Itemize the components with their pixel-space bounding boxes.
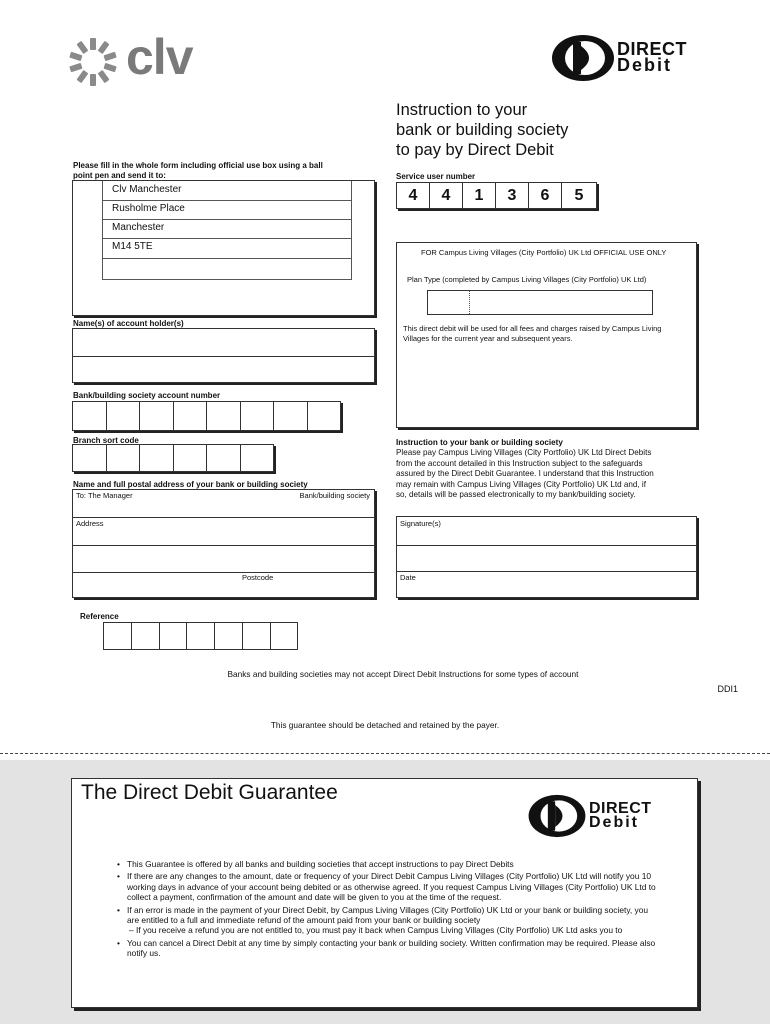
- guarantee-logo-line2: Debit: [589, 814, 639, 831]
- date-label: Date: [400, 573, 416, 582]
- bank-address-label: Name and full postal address of your bank or building society: [73, 480, 308, 489]
- account-number-label: Bank/building society account number: [73, 391, 221, 400]
- form-code: DDI1: [717, 684, 738, 694]
- reference-label: Reference: [80, 612, 119, 621]
- instruction-line5: so, details will be passed electronically to my bank/building society.: [396, 490, 636, 500]
- plan-type-field[interactable]: [427, 290, 653, 315]
- guarantee-direct-debit-mark-icon: [527, 794, 587, 838]
- guarantee-sub-bullet: – If you receive a refund you are not entitled to, you must pay it back when Campus Living Villages (City Portfolio) UK Ltd asks you to: [129, 925, 623, 936]
- account-holders-label: Name(s) of account holder(s): [73, 319, 184, 328]
- instruction-line4: may remain with Campus Living Villages (City Portfolio) UK Ltd and, if: [396, 479, 646, 489]
- account-holders-field[interactable]: [72, 328, 375, 383]
- instruction-section: [396, 438, 696, 500]
- direct-debit-logo: [551, 34, 701, 82]
- instruction-title: Instruction to your bank or building society: [396, 438, 563, 447]
- guarantee-logo-line1: DIRECT: [589, 800, 652, 817]
- banks-note: Banks and building societies may not accept Direct Debit Instructions for some types of account: [227, 669, 579, 679]
- heading-line1: Instruction to your: [396, 101, 528, 119]
- clv-logo: [66, 29, 206, 88]
- signature-field[interactable]: [397, 517, 696, 545]
- service-user-digit-4: 3: [496, 183, 529, 208]
- instruction-line2: from the account detailed in this Instruction subject to the safeguards: [396, 458, 643, 468]
- instruction-line1: Please pay Campus Living Villages (City Portfolio) UK Ltd Direct Debits: [396, 448, 652, 458]
- guarantee-list: [117, 859, 657, 961]
- instruction-line3: assured by the Direct Debit Guarantee. I understand that this Instruction: [396, 469, 654, 479]
- reference-field[interactable]: [103, 622, 298, 650]
- postcode-label: Postcode: [242, 573, 274, 582]
- official-use-box: [396, 242, 697, 428]
- direct-debit-logo-line1: DIRECT: [617, 39, 687, 59]
- guarantee-bullet-4: • You can cancel a Direct Debit at any time by simply contacting your bank or building society. Written confirmation may be required. Please also notify us.: [117, 938, 657, 959]
- send-to-address-line4: M14 5TE: [112, 241, 153, 252]
- to-manager-label: To: The Manager: [76, 491, 133, 500]
- service-user-digit-3: 1: [463, 183, 496, 208]
- guarantee-box: [71, 778, 698, 1008]
- send-to-address-line3: Manchester: [112, 222, 165, 233]
- page-heading: [396, 100, 568, 160]
- official-use-title: FOR Campus Living Villages (City Portfolio) UK Ltd OFFICIAL USE ONLY: [421, 248, 667, 257]
- sort-code-field[interactable]: [72, 444, 274, 472]
- bank-address-field[interactable]: [72, 489, 375, 598]
- send-to-label: Please fill in the whole form including official use box using a ball point pen and send it to:: [73, 161, 323, 180]
- heading-line3: to pay by Direct Debit: [396, 141, 554, 159]
- signature-label: Signature(s): [400, 519, 441, 528]
- clv-logo-text: clv: [126, 29, 193, 85]
- direct-debit-mark-icon: [551, 34, 615, 82]
- signature-date-box: [396, 516, 697, 598]
- clv-starburst-icon: [66, 36, 120, 88]
- sort-code-label: Branch sort code: [73, 436, 139, 445]
- address-label: Address: [76, 519, 104, 528]
- service-user-number: [396, 182, 597, 209]
- service-user-digit-1: 4: [397, 183, 430, 208]
- guarantee-direct-debit-logo: [527, 794, 677, 838]
- service-user-label: Service user number: [396, 172, 476, 181]
- guarantee-bullet-1: • This Guarantee is offered by all banks and building societies that accept instructions to pay Direct Debits: [117, 859, 657, 869]
- guarantee-bullet-2: • If there are any changes to the amount, date or frequency of your Direct Debit Campus Living Villages (City Portfolio) UK Ltd will notify you 10 working days in advance of your account being debited or as otherwise agreed. If you request Campus Living Villages (City Portfolio) UK Ltd to collect a payment, confirmation of the amount and date will be given to you at the time of the request.: [117, 871, 657, 902]
- guarantee-bullet-3: • If an error is made in the payment of your Direct Debit, by Campus Living Villages (City Portfolio) UK Ltd or your bank or building society, you are entitled to a full and immediate refund of the amount paid from your bank or building society – If you receive a refund you are not entitled to, you must pay it back when Campus Living Villages (City Portfolio) UK Ltd asks you to: [117, 905, 657, 936]
- service-user-digit-5: 6: [529, 183, 562, 208]
- bank-society-label: Bank/building society: [299, 491, 370, 500]
- official-use-note: This direct debit will be used for all fees and charges raised by Campus Living Villages for the current year and subsequent years.: [403, 324, 662, 343]
- date-field[interactable]: [397, 572, 696, 598]
- account-number-field[interactable]: [72, 401, 341, 431]
- send-to-address-inner: [102, 181, 352, 280]
- send-to-address-line2: Rusholme Place: [112, 203, 185, 214]
- service-user-digit-2: 4: [430, 183, 463, 208]
- detach-note: This guarantee should be detached and retained by the payer.: [270, 720, 500, 730]
- direct-debit-logo-line2: Debit: [617, 55, 672, 75]
- heading-line2: bank or building society: [396, 121, 569, 139]
- detach-line: [0, 753, 770, 754]
- service-user-digit-6: 5: [574, 186, 584, 204]
- guarantee-title: The Direct Debit Guarantee: [81, 781, 338, 804]
- plan-type-label: Plan Type (completed by Campus Living Villages (City Portfolio) UK Ltd): [407, 275, 647, 284]
- send-to-box: [72, 180, 375, 316]
- send-to-address-line1: Clv Manchester: [112, 184, 182, 195]
